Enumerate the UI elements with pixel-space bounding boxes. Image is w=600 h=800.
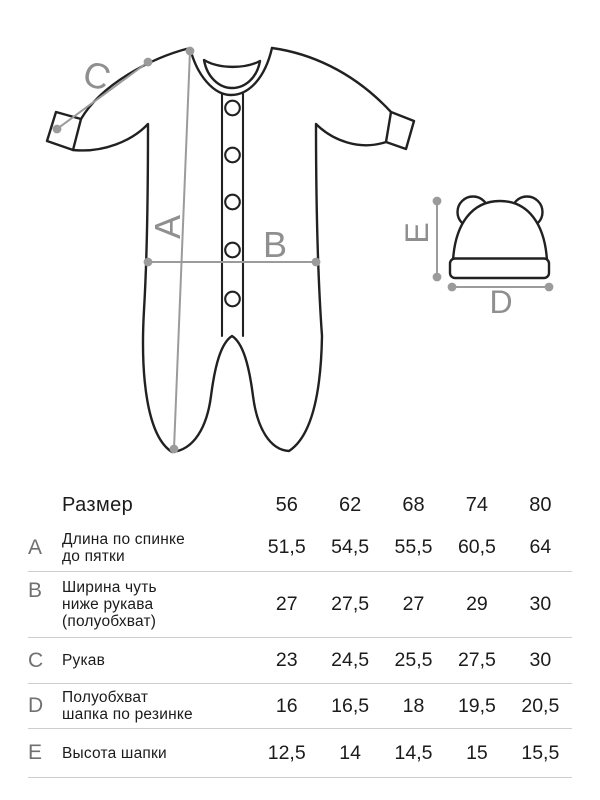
table-row-c xyxy=(28,638,572,684)
row-label xyxy=(62,579,255,630)
row-label-line: до пятки xyxy=(62,547,125,565)
size-value: 15,5 xyxy=(521,741,560,764)
size-value: 23 xyxy=(275,649,298,671)
label-b: B xyxy=(262,224,288,265)
row-label-line: Ширина чуть xyxy=(62,579,157,596)
table-header-row xyxy=(28,486,572,524)
label-a: A xyxy=(147,214,188,240)
table-row-d xyxy=(28,684,572,729)
row-label-line: Длина по спинке xyxy=(62,530,185,548)
size-column-header: 80 xyxy=(529,493,552,516)
row-letter: D xyxy=(28,694,44,717)
size-value: 30 xyxy=(529,593,552,615)
size-value: 14 xyxy=(339,741,361,764)
size-value: 51,5 xyxy=(267,536,306,558)
measure-line-a xyxy=(174,51,190,449)
size-column-header: 68 xyxy=(402,493,425,516)
label-e: E xyxy=(399,222,435,244)
size-value: 16,5 xyxy=(331,694,370,717)
measurement-labels xyxy=(78,52,512,320)
size-column-header: 56 xyxy=(275,493,298,516)
row-letter: E xyxy=(28,741,43,764)
size-value: 27,5 xyxy=(331,593,370,615)
size-column-header: 62 xyxy=(338,493,362,516)
row-label-line: шапка по резинке xyxy=(62,706,193,723)
label-c: C xyxy=(78,51,116,99)
size-value: 64 xyxy=(529,536,552,558)
size-value: 55,5 xyxy=(394,536,433,558)
size-value: 19,5 xyxy=(457,694,496,717)
size-value: 25,5 xyxy=(394,649,433,671)
row-label xyxy=(62,531,255,565)
size-value: 18 xyxy=(402,694,425,717)
snap-button xyxy=(225,148,240,163)
table-row-e xyxy=(28,729,572,778)
row-label-line: (полуобхват) xyxy=(62,613,157,630)
row-label xyxy=(62,652,255,669)
size-value: 27,5 xyxy=(457,649,496,671)
size-value: 14,5 xyxy=(394,741,433,764)
snap-button xyxy=(225,292,240,307)
label-d: D xyxy=(489,284,513,320)
table-row-b xyxy=(28,572,572,638)
size-value: 29 xyxy=(466,593,488,615)
onesie-neck-trim xyxy=(204,60,260,88)
row-label xyxy=(62,745,255,762)
size-table xyxy=(28,486,572,778)
onesie-drawing xyxy=(47,48,414,452)
table-title: Размер xyxy=(62,493,134,516)
onesie-right-cuff xyxy=(386,112,414,149)
snap-button xyxy=(225,243,240,258)
size-value: 12,5 xyxy=(267,741,306,764)
size-value: 16 xyxy=(275,694,298,717)
row-label-line: Рукав xyxy=(62,652,106,669)
hat-drawing xyxy=(450,197,549,279)
snap-button xyxy=(225,195,240,210)
row-label-line: Высота шапки xyxy=(62,744,167,762)
row-label-line: ниже рукава xyxy=(62,596,154,613)
row-letter: C xyxy=(28,648,44,672)
hat-brim xyxy=(450,259,549,279)
size-value: 27 xyxy=(275,593,298,615)
size-value: 24,5 xyxy=(331,649,370,671)
size-column-header: 74 xyxy=(465,493,489,516)
size-value: 30 xyxy=(529,649,552,671)
size-value: 27 xyxy=(402,593,425,615)
size-value: 20,5 xyxy=(521,694,560,717)
onesie-body-outline xyxy=(73,124,386,452)
size-value: 15 xyxy=(466,741,488,764)
row-label xyxy=(62,689,255,723)
size-value: 54,5 xyxy=(331,536,370,558)
onesie-left-cuff xyxy=(47,112,81,150)
table-row-a xyxy=(28,524,572,572)
snap-button xyxy=(225,101,240,116)
row-letter: A xyxy=(28,535,43,559)
row-label-line: Полуобхват xyxy=(62,689,149,706)
size-value: 60,5 xyxy=(457,536,496,558)
onesie-right-sleeve-top xyxy=(272,48,391,112)
row-letter: B xyxy=(28,579,43,602)
onesie-snap-buttons xyxy=(225,101,240,307)
